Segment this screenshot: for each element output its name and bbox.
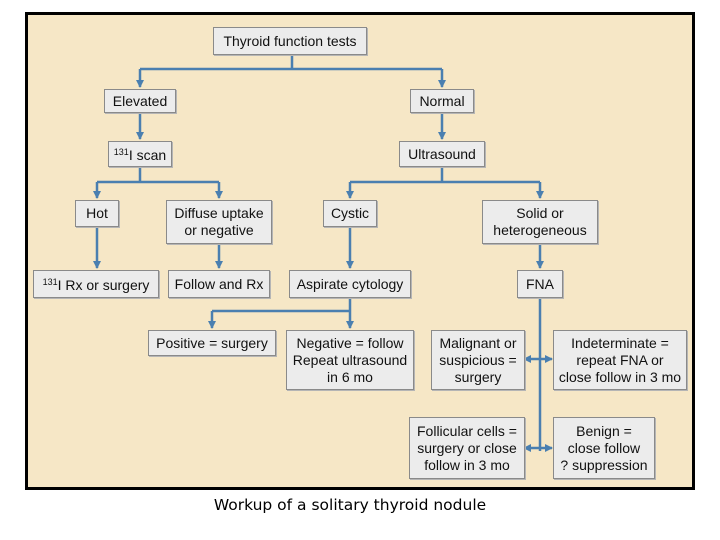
- node-benign: Benign = close follow ? suppression: [553, 417, 655, 479]
- node-normal: Normal: [410, 89, 474, 113]
- node-aspirate-cytology: Aspirate cytology: [289, 270, 411, 298]
- node-diffuse-uptake: Diffuse uptake or negative: [166, 200, 272, 244]
- node-hot: Hot: [75, 200, 119, 227]
- figure-caption: Workup of a solitary thyroid nodule: [213, 496, 487, 514]
- node-i131-rx-surgery: $^{131}$I Rx or surgery: [33, 270, 159, 298]
- node-positive-surgery: Positive = surgery: [148, 330, 276, 356]
- node-follicular-cells: Follicular cells = surgery or close follow in 3 mo: [409, 417, 525, 479]
- connector-aspirate-bus: [212, 298, 350, 311]
- node-negative-follow: Negative = follow Repeat ultrasound in 6 mo: [286, 330, 414, 390]
- connector-ultrasound-bus: [350, 167, 540, 182]
- node-follow-and-rx: Follow and Rx: [168, 270, 270, 298]
- connector-scan-bus: [97, 167, 219, 182]
- node-solid: Solid or heterogeneous: [482, 200, 598, 244]
- flowchart-panel: [28, 15, 692, 487]
- node-ultrasound: Ultrasound: [399, 141, 485, 167]
- flowchart-figure: [25, 12, 695, 490]
- node-thyroid-function-tests: Thyroid function tests: [213, 27, 367, 55]
- node-i131-scan: $^{131}$I scan: [108, 141, 172, 167]
- node-malignant-suspicious: Malignant or suspicious = surgery: [431, 330, 525, 390]
- node-cystic: Cystic: [323, 200, 377, 227]
- node-elevated: Elevated: [104, 89, 176, 113]
- connector-tests-bus: [140, 55, 442, 69]
- node-indeterminate: Indeterminate = repeat FNA or close follow in 3 mo: [553, 330, 687, 390]
- node-fna: FNA: [517, 270, 563, 298]
